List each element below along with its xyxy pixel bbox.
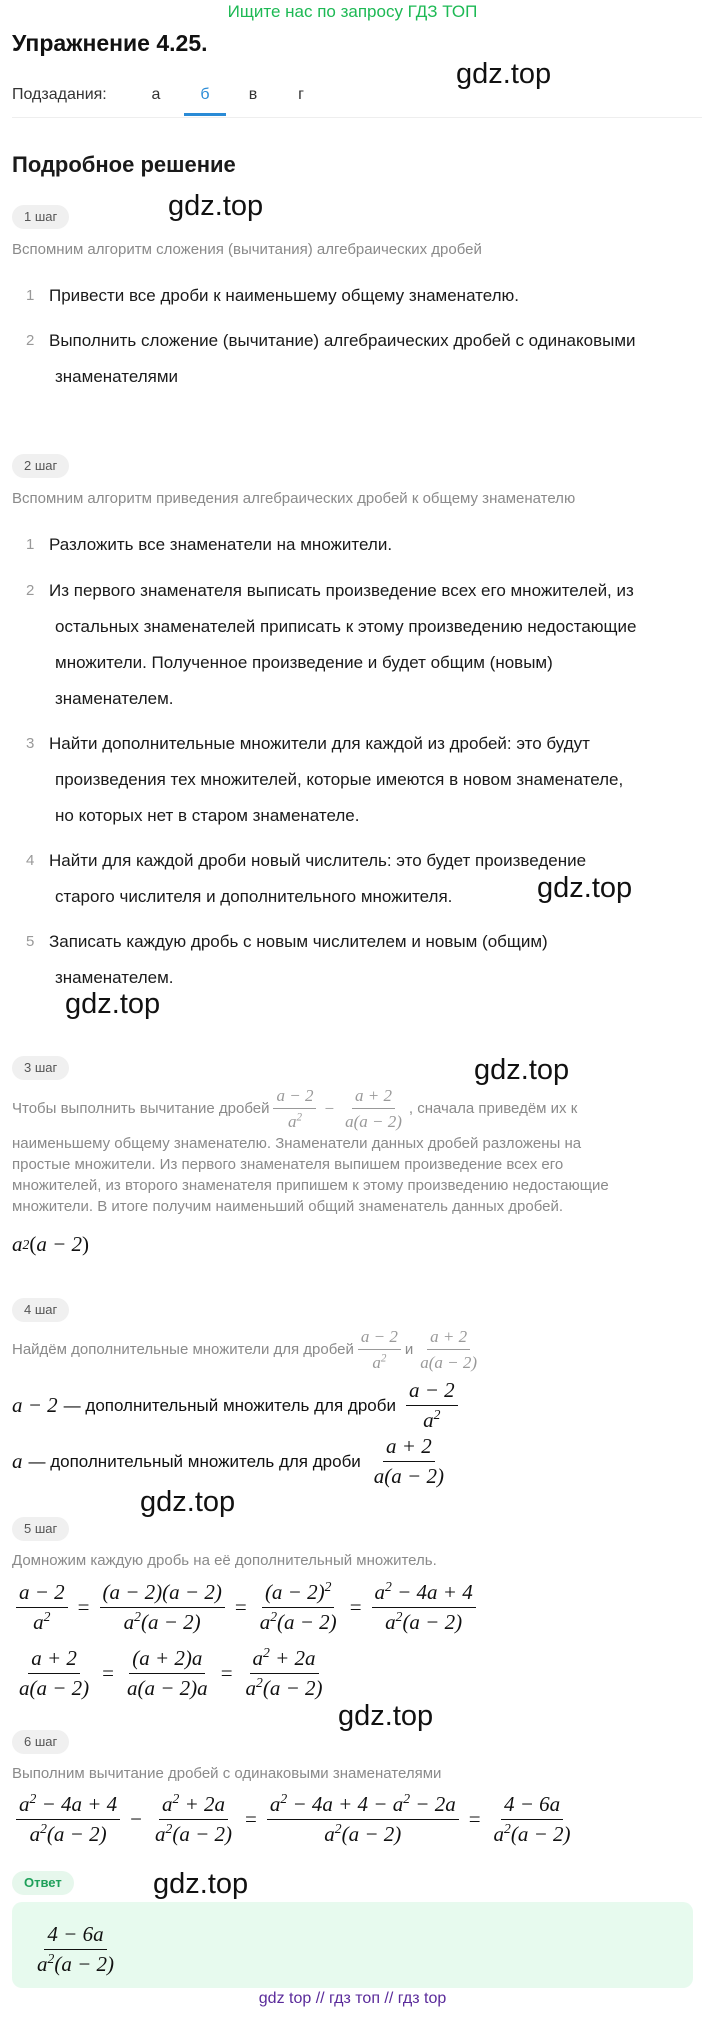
list-item <box>12 924 702 996</box>
step-description-text: Найдём дополнительные множители для дробей <box>12 1341 354 1358</box>
factor-line: a − 2 — дополнительный множитель для дроби $\frac{a - 2}{a^2}$ <box>12 1378 462 1433</box>
step-description-text: Чтобы выполнить вычитание дробей <box>12 1100 270 1117</box>
watermark: gdz.top <box>168 190 264 222</box>
answer-expression: $\frac{4 - 6a}{a^2(a - 2)}$ <box>37 1922 114 1976</box>
list-text: старого числителя и дополнительного множителя. <box>55 887 453 906</box>
step-description <box>12 1133 692 1217</box>
list-text: Найти дополнительные множители для каждой из дробей: это будут <box>49 734 590 753</box>
list-number: 2 <box>26 332 35 349</box>
list-text: произведения тех множителей, которые имеются в новом знаменателе, <box>55 770 624 789</box>
list-number: 5 <box>26 933 35 950</box>
step-description: Вспомним алгоритм сложения (вычитания) алгебраических дробей <box>12 241 482 258</box>
watermark: gdz.top <box>153 1868 249 1900</box>
list-text: знаменателем. <box>55 968 174 987</box>
tab-g[interactable]: г <box>298 86 304 103</box>
list-text: Привести все дроби к наименьшему общему знаменателю. <box>49 286 520 305</box>
list-text: Из первого знаменателя выписать произведение всех его множителей, из <box>49 581 634 600</box>
list-item <box>12 527 702 563</box>
tab-v[interactable]: в <box>248 86 258 103</box>
list-number: 3 <box>26 735 35 752</box>
step-description-text: множители. В итоге получим наименьший общий знаменатель данных дробей. <box>12 1198 564 1215</box>
step-description-text: , сначала приведём их к <box>408 1100 578 1117</box>
footer: gdz top // гдз топ // гдз top <box>258 1990 447 2007</box>
factor-line: a — дополнительный множитель для дроби $\frac{a + 2}{a(a - 2)}$ <box>12 1434 444 1488</box>
step-badge: 6 шаг <box>12 1730 69 1754</box>
list-number: 1 <box>26 536 35 553</box>
watermark: gdz.top <box>140 1486 236 1518</box>
list-text: Выполнить сложение (вычитание) алгебраических дробей с одинаковыми <box>49 331 636 350</box>
section-title: Подробное решение <box>12 152 236 177</box>
fraction: $\frac{a + 2}{a(a - 2)}$ <box>420 1327 478 1372</box>
page-title: Упражнение 4.25. <box>12 30 208 56</box>
list-item <box>12 573 702 717</box>
watermark: gdz.top <box>338 1700 434 1732</box>
step-description <box>12 1326 692 1373</box>
answer-box <box>12 1902 693 1988</box>
equation: $\frac{a^2 - 4a + 4}{a^2(a - 2)}$ − $\frac{a^2 + 2a}{a^2(a - 2)}$ = $\frac{a^2 - 4a + 4 - a^2 - 2a}{a^2(a - 2)}$ = $\frac{4 - 6a}{a^2(a - 2)}$ <box>12 1792 578 1847</box>
list-text: Разложить все знаменатели на множители. <box>49 535 393 554</box>
watermark: gdz.top <box>537 872 633 904</box>
step-description-text: множителей, из второго знаменателя припишем к этому произведению недостающие <box>12 1177 609 1194</box>
step-description-text: простые множители. Из первого знаменателя выпишем произведение всех его <box>12 1156 564 1173</box>
list-text: но которых нет в старом знаменателе. <box>55 806 360 825</box>
list-text: множители. Полученное произведение и будет общим (новым) <box>55 653 553 672</box>
fraction-expression: $\frac{a - 2}{a^2}$ − $\frac{a + 2}{a(a - 2)}$ <box>269 1085 408 1132</box>
watermark: gdz.top <box>456 58 552 90</box>
list-number: 1 <box>26 287 35 304</box>
fraction: $\frac{a - 2}{a^2}$ <box>358 1326 401 1373</box>
list-text: Найти для каждой дроби новый числитель: это будет произведение <box>49 851 587 870</box>
list-number: 2 <box>26 582 35 599</box>
list-text: знаменателем. <box>55 689 174 708</box>
watermark: gdz.top <box>65 988 161 1020</box>
step-badge: 1 шаг <box>12 205 69 229</box>
list-text: остальных знаменателей приписать к этому произведению недостающие <box>55 617 637 636</box>
list-text: знаменателями <box>55 367 179 386</box>
step-badge: 3 шаг <box>12 1056 69 1080</box>
step-badge: 5 шаг <box>12 1517 69 1541</box>
step-description-text: и <box>404 1341 414 1358</box>
step-badge: 2 шаг <box>12 454 69 478</box>
list-item <box>12 323 702 395</box>
step-description: Вспомним алгоритм приведения алгебраических дробей к общему знаменателю <box>12 490 576 507</box>
common-denominator: a 2 ( a − 2 ) <box>12 1232 89 1256</box>
step-description: Домножим каждую дробь на её дополнительный множитель. <box>12 1552 437 1569</box>
list-number: 4 <box>26 852 35 869</box>
equation: $\frac{a - 2}{a^2}$ = $\frac{(a - 2)(a - 2)}{a^2(a - 2)}$ = $\frac{(a - 2)^2}{a^2(a - 2)}$ = $\frac{a^2 - 4a + 4}{a^2(a - 2)}$ <box>12 1580 480 1635</box>
tab-a[interactable]: а <box>151 86 161 103</box>
step-description: Выполним вычитание дробей с одинаковыми знаменателями <box>12 1765 442 1782</box>
step-description-text: наименьшему общему знаменателю. Знаменатели данных дробей разложены на <box>12 1135 582 1152</box>
top-banner: Ищите нас по запросу ГДЗ ТОП <box>227 2 478 21</box>
tab-b[interactable]: б <box>184 78 226 116</box>
factor-line-text: — дополнительный множитель для дроби <box>28 1451 361 1471</box>
step-badge: 4 шаг <box>12 1298 69 1322</box>
subtasks-bar <box>12 78 702 118</box>
answer-badge: Ответ <box>12 1871 74 1895</box>
equation: $\frac{a + 2}{a(a - 2)}$ = $\frac{(a + 2)a}{a(a - 2)a}$ = $\frac{a^2 + 2a}{a^2(a - 2)}$ <box>19 1644 323 1700</box>
list-item <box>12 278 702 314</box>
list-item <box>12 726 702 834</box>
list-text: Записать каждую дробь с новым числителем и новым (общим) <box>49 932 548 951</box>
subtasks-label: Подзадания: <box>12 86 107 103</box>
watermark: gdz.top <box>474 1054 570 1086</box>
factor-line-text: — дополнительный множитель для дроби <box>63 1395 396 1415</box>
step-description <box>12 1085 692 1132</box>
